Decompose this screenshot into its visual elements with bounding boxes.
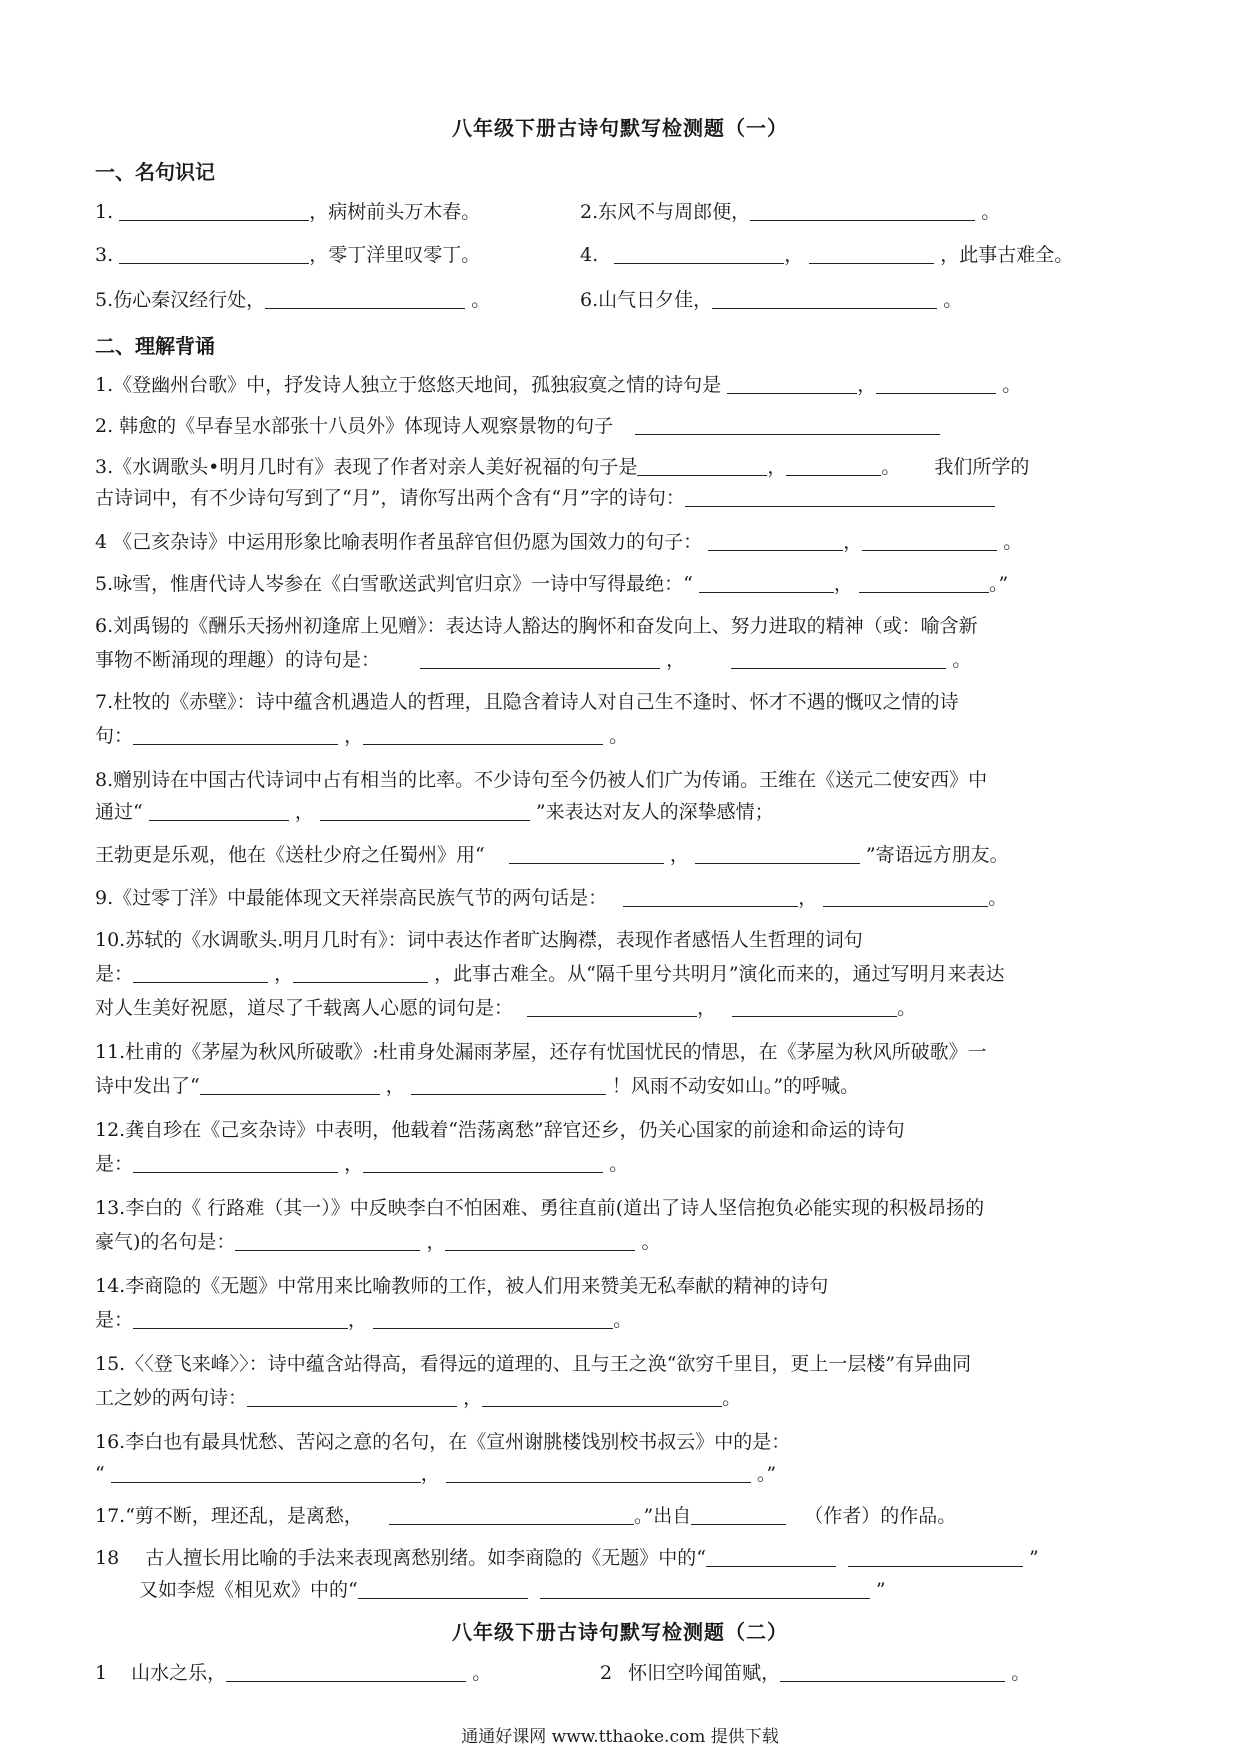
question-2-6a: 6.刘禹锡的《酬乐天扬州初逢席上见赠》：表达诗人豁达的胸怀和奋发向上、努力进取的精神（或：喻含新 xyxy=(95,615,978,637)
answer-blank[interactable] xyxy=(445,1232,635,1251)
answer-blank[interactable] xyxy=(235,1232,420,1251)
question-2-12b: 是： ， 。 xyxy=(95,1153,629,1175)
answer-blank[interactable] xyxy=(635,416,940,435)
answer-blank[interactable] xyxy=(823,888,988,907)
question-2-7a: 7.杜牧的《赤壁》：诗中蕴含机遇造人的哲理，且隐含着诗人对自己生不逢时、怀才不遇的慨叹之情的诗 xyxy=(95,691,959,713)
answer-blank[interactable] xyxy=(780,1663,1005,1682)
answer-blank[interactable] xyxy=(149,802,289,821)
answer-blank[interactable] xyxy=(420,650,660,669)
question-2-17: 17.“剪不断，理还乱，是离愁， 。”出自 （作者）的作品。 xyxy=(95,1505,957,1527)
answer-blank[interactable] xyxy=(363,1154,603,1173)
question-2-7b: 句： ， 。 xyxy=(95,725,629,747)
question-2-14a: 14.李商隐的《无题》中常用来比喻教师的工作，被人们用来赞美无私奉献的精神的诗句 xyxy=(95,1275,829,1297)
answer-blank[interactable] xyxy=(482,1388,722,1407)
answer-blank[interactable] xyxy=(540,1580,870,1599)
question-2-16b: “ ， 。” xyxy=(95,1463,777,1485)
answer-blank[interactable] xyxy=(859,574,989,593)
answer-blank[interactable] xyxy=(133,1310,348,1329)
answer-blank[interactable] xyxy=(226,1663,466,1682)
question-1-1: 1. ，病树前头万木春。 xyxy=(95,201,481,223)
answer-blank[interactable] xyxy=(200,1076,380,1095)
question-2-15b: 工之妙的两句诗： ， 。 xyxy=(95,1387,742,1409)
answer-blank[interactable] xyxy=(446,1464,751,1483)
worksheet-title-1: 八年级下册古诗句默写检测题（一） xyxy=(452,116,788,140)
question-1-4: 4. ， ，此事古难全。 xyxy=(580,244,1074,266)
question-2-18b: 又如李煜《相见欢》中的“ ” xyxy=(139,1579,886,1601)
answer-blank[interactable] xyxy=(695,845,860,864)
footer-source: 通通好课网 www.tthaoke.com 提供下载 xyxy=(461,1727,779,1747)
question-1-5: 5.伤心秦汉经行处， 。 xyxy=(95,289,491,311)
worksheet-title-2: 八年级下册古诗句默写检测题（二） xyxy=(452,1620,788,1644)
answer-blank[interactable] xyxy=(293,964,428,983)
question-2-18a: 18 古人擅长用比喻的手法来表现离愁别绪。如李商隐的《无题》中的“ ” xyxy=(95,1547,1039,1569)
answer-blank[interactable] xyxy=(623,888,798,907)
answer-blank[interactable] xyxy=(876,375,996,394)
question-2-10c: 对人生美好祝愿，道尽了千载离人心愿的词句是： ， 。 xyxy=(95,997,917,1019)
answer-blank[interactable] xyxy=(708,532,843,551)
answer-blank[interactable] xyxy=(411,1076,606,1095)
question-2-13b: 豪气)的名句是： ， 。 xyxy=(95,1231,661,1253)
answer-blank[interactable] xyxy=(133,726,338,745)
question-2-1: 1.《登幽州台歌》中，抒发诗人独立于悠悠天地间，孤独寂寞之情的诗句是 ， 。 xyxy=(95,374,1022,396)
question-2-9: 9.《过零丁洋》中最能体现文天祥崇高民族气节的两句话是： ， 。 xyxy=(95,887,1008,909)
answer-blank[interactable] xyxy=(265,290,465,309)
answer-blank[interactable] xyxy=(389,1506,634,1525)
answer-blank[interactable] xyxy=(637,457,767,476)
question-3-2: 2 怀旧空吟闻笛赋， 。 xyxy=(600,1662,1031,1684)
question-2-11a: 11.杜甫的《茅屋为秋风所破歌》:杜甫身处漏雨茅屋，还存有忧国忧民的情思，在《茅屋为秋风所破歌》一 xyxy=(95,1041,987,1063)
question-2-13a: 13.李白的《 行路难（其一）》中反映李白不怕困难、勇往直前(道出了诗人坚信抱负必能实现的积极昂扬的 xyxy=(95,1197,985,1219)
answer-blank[interactable] xyxy=(509,845,664,864)
answer-blank[interactable] xyxy=(809,245,934,264)
answer-blank[interactable] xyxy=(699,574,834,593)
answer-blank[interactable] xyxy=(862,532,997,551)
answer-blank[interactable] xyxy=(731,650,946,669)
answer-blank[interactable] xyxy=(119,245,309,264)
answer-blank[interactable] xyxy=(527,998,697,1017)
answer-blank[interactable] xyxy=(320,802,530,821)
question-2-8b: 通过“ ， ”来表达对友人的深挚感情； xyxy=(95,801,774,823)
question-2-2: 2. 韩愈的《早春呈水部张十八员外》体现诗人观察景物的句子 xyxy=(95,414,940,438)
question-2-15a: 15.〈〈登飞来峰〉〉：诗中蕴含站得高，看得远的道理的、且与王之涣“欲穷千里目，更上一层楼”有异曲同 xyxy=(95,1353,972,1375)
question-2-10b: 是： ， ，此事古难全。从“隔千里兮共明月”演化而来的，通过写明月来表达 xyxy=(95,963,1005,985)
answer-blank[interactable] xyxy=(691,1506,786,1525)
answer-blank[interactable] xyxy=(712,290,937,309)
answer-blank[interactable] xyxy=(786,457,881,476)
question-2-4: 4 《己亥杂诗》中运用形象比喻表明作者虽辞官但仍愿为国效力的句子： ， 。 xyxy=(95,531,1023,553)
answer-blank[interactable] xyxy=(614,245,784,264)
answer-blank[interactable] xyxy=(373,1310,613,1329)
answer-blank[interactable] xyxy=(133,964,268,983)
question-1-6: 6.山气日夕佳， 。 xyxy=(580,289,963,311)
answer-blank[interactable] xyxy=(848,1548,1023,1567)
question-3-1: 1 山水之乐， 。 xyxy=(95,1662,492,1684)
answer-blank[interactable] xyxy=(732,998,897,1017)
answer-blank[interactable] xyxy=(111,1464,421,1483)
question-1-2: 2.东风不与周郎便， 。 xyxy=(580,201,1001,223)
question-2-8a: 8.赠别诗在中国古代诗词中占有相当的比率。不少诗句至今仍被人们广为传诵。王维在《送元二使安西》中 xyxy=(95,769,988,791)
question-2-8c: 王勃更是乐观，他在《送杜少府之任蜀州》用“ ， ”寄语远方朋友。 xyxy=(95,844,1009,866)
question-2-14b: 是： ， 。 xyxy=(95,1309,633,1331)
question-2-6b: 事物不断涌现的理趣）的诗句是： ， 。 xyxy=(95,649,972,671)
question-2-16a: 16.李白也有最具忧愁、苦闷之意的名句，在《宣州谢朓楼饯别校书叔云》中的是： xyxy=(95,1431,791,1453)
section-heading-understand: 二、理解背诵 xyxy=(95,334,215,358)
answer-blank[interactable] xyxy=(706,1548,836,1567)
answer-blank[interactable] xyxy=(727,375,857,394)
answer-blank[interactable] xyxy=(247,1388,457,1407)
question-2-11b: 诗中发出了“ ， ！风雨不动安如山。”的呼喊。 xyxy=(95,1075,860,1097)
answer-blank[interactable] xyxy=(133,1154,338,1173)
answer-blank[interactable] xyxy=(750,202,975,221)
question-2-3a: 3.《水调歌头•明月几时有》表现了作者对亲人美好祝福的句子是 ， 。 我们所学的 xyxy=(95,456,1030,478)
question-2-3b: 古诗词中，有不少诗句写到了“月”，请你写出两个含有“月”字的诗句： xyxy=(95,486,995,510)
answer-blank[interactable] xyxy=(119,202,309,221)
answer-blank[interactable] xyxy=(358,1580,528,1599)
question-2-5: 5.咏雪，惟唐代诗人岑参在《白雪歌送武判官归京》一诗中写得最绝：“ ， 。” xyxy=(95,573,1009,595)
question-1-3: 3. ，零丁洋里叹零丁。 xyxy=(95,244,481,266)
question-2-10a: 10.苏轼的《水调歌头.明月几时有》：词中表达作者旷达胸襟，表现作者感悟人生哲理的词句 xyxy=(95,929,863,951)
section-heading-memorize: 一、名句识记 xyxy=(95,160,215,184)
answer-blank[interactable] xyxy=(363,726,603,745)
answer-blank[interactable] xyxy=(685,488,995,507)
question-2-12a: 12.龚自珍在《己亥杂诗》中表明，他载着“浩荡离愁”辞官还乡，仍关心国家的前途和命运的诗句 xyxy=(95,1119,905,1141)
